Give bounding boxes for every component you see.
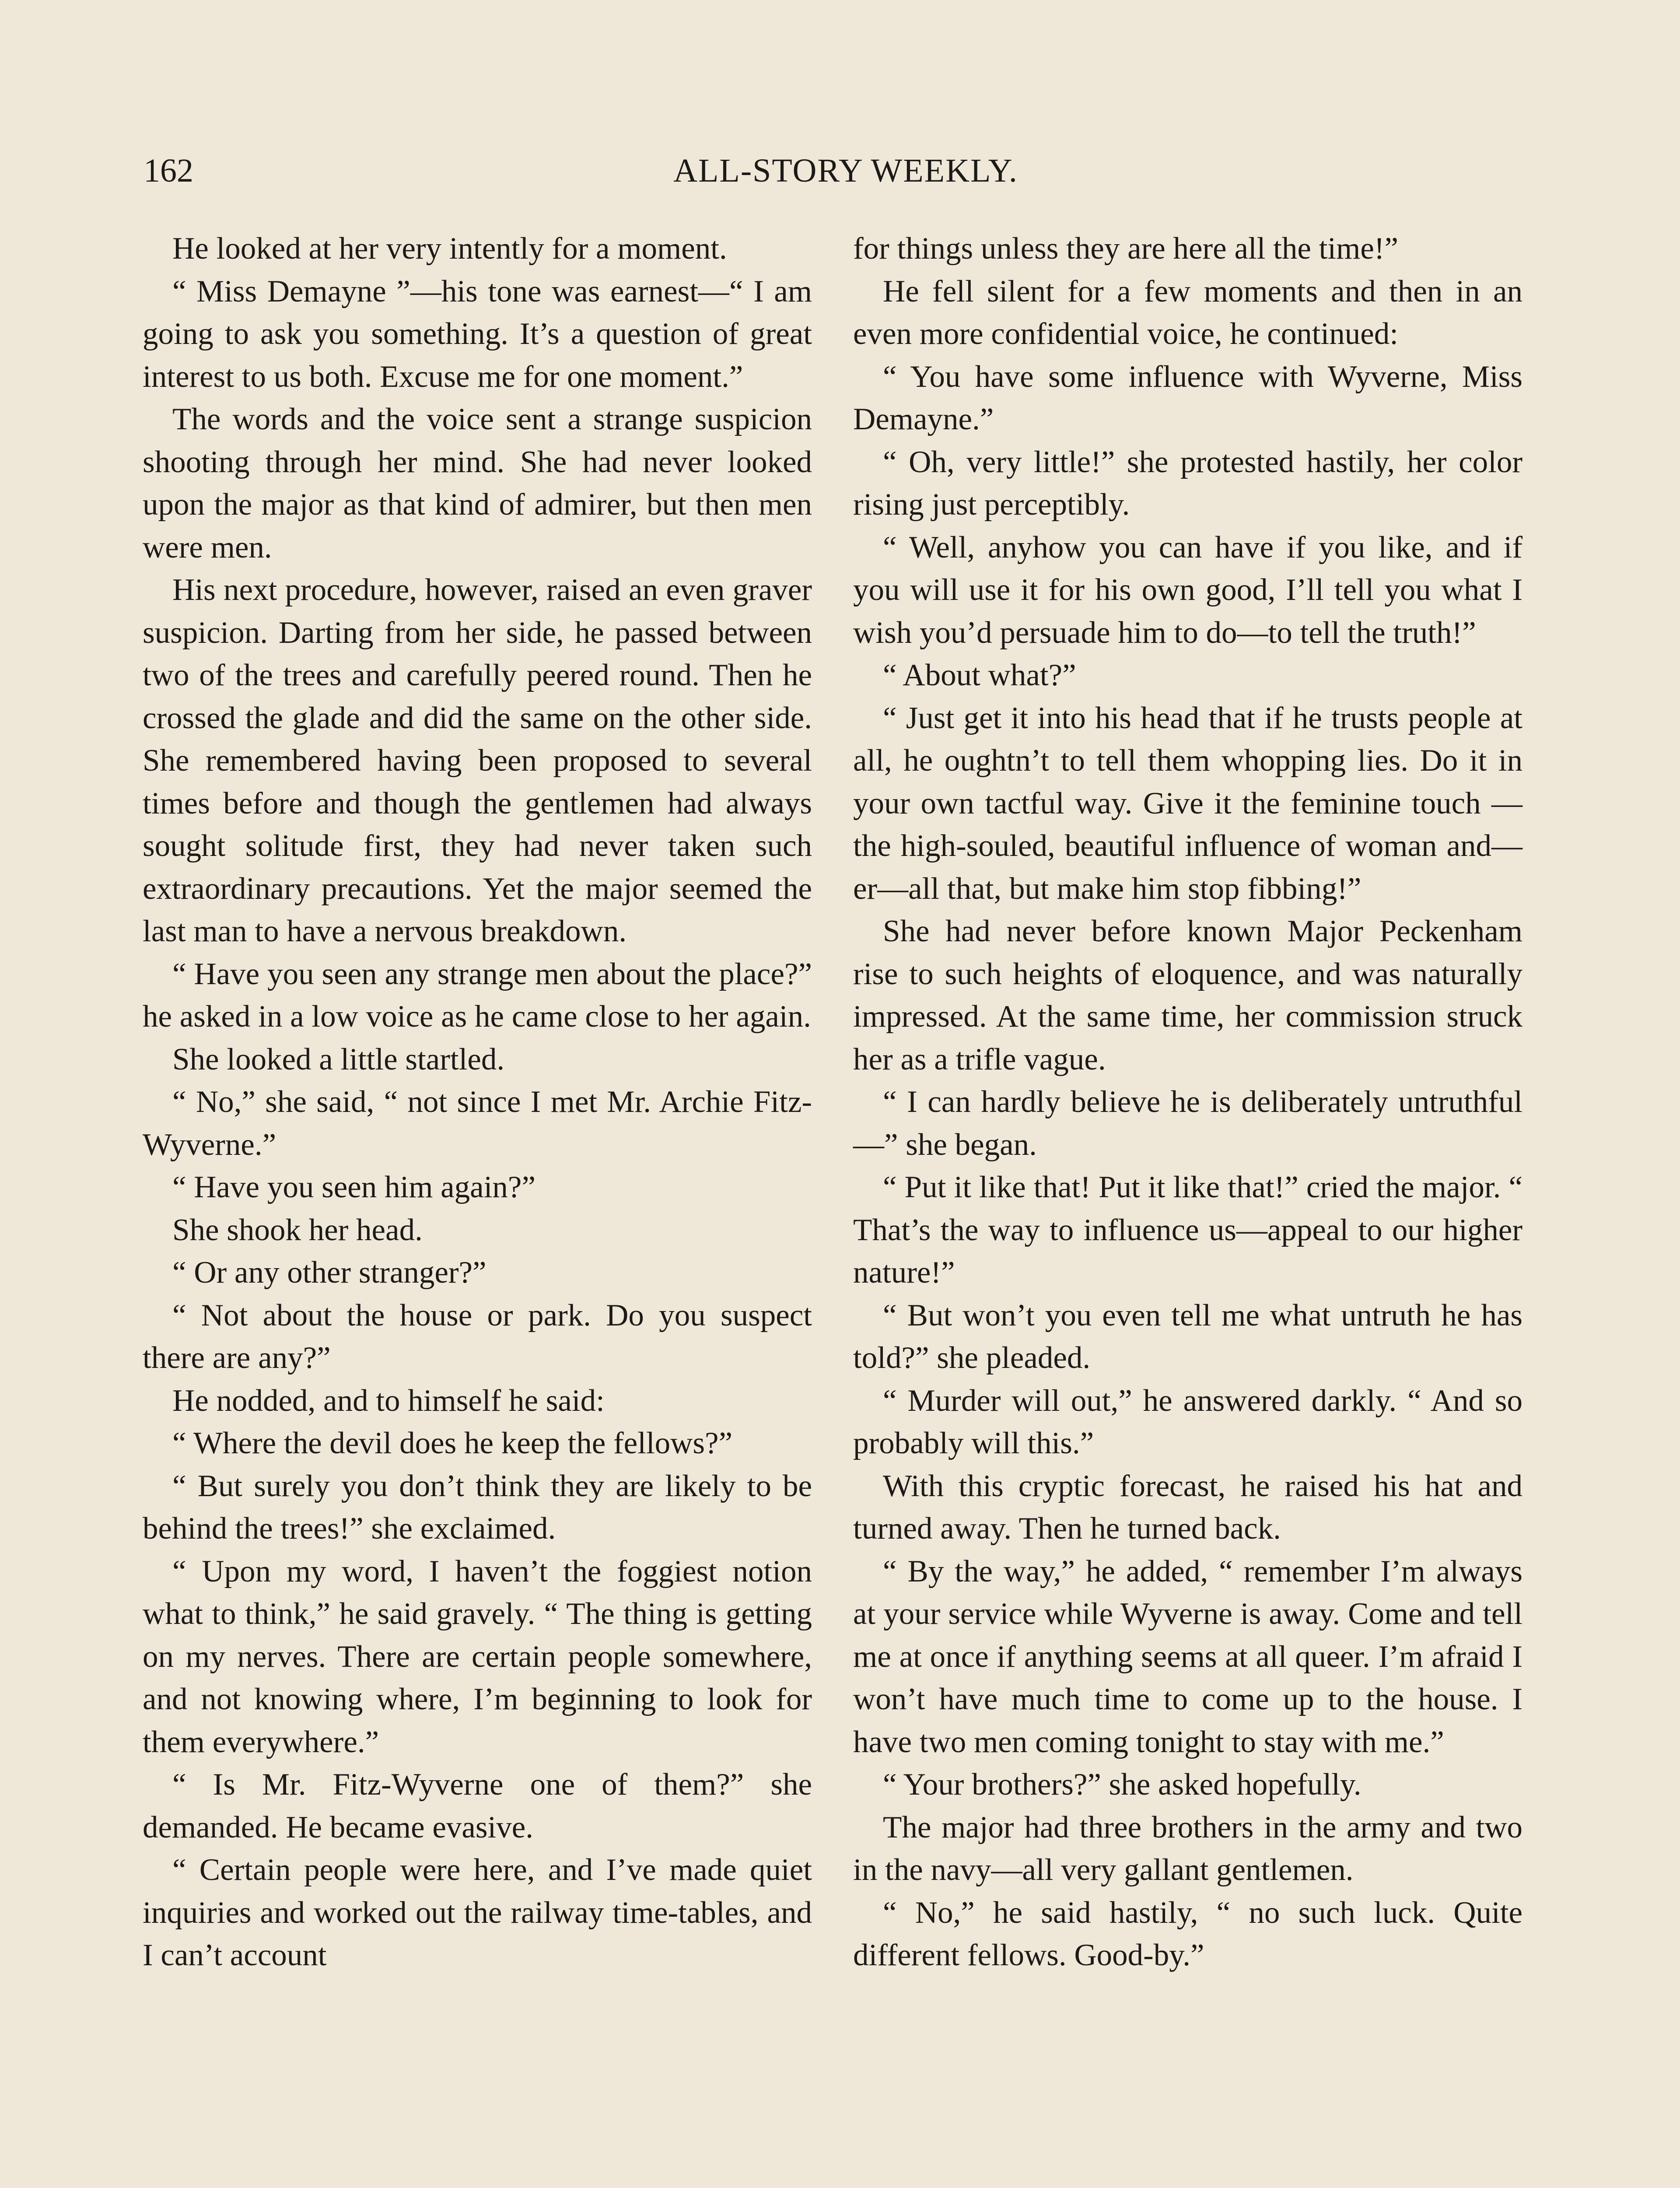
paragraph: His next procedure, however, raised an even graver suspicion. Darting from her side, he passed between two of the trees and carefully peered round. Then he crossed the glade and did the same on the other side. She remembered having been proposed to several times before and though the gentlemen had always sought solitude first, they had never taken such extraordinary precautions. Yet the major seemed the last man to have a nervous breakdown. [143,573,812,948]
page-header [144,144,1548,197]
paragraph: “ Is Mr. Fitz-Wyverne one of them?” she demanded. He became evasive. [143,1767,812,1844]
paragraph: “ Or any other stranger?” [172,1255,486,1290]
paragraph: “ Upon my word, I haven’t the foggiest notion what to think,” he said gravely. “ The thing is getting on my nerves. There are certain people somewhere, and not knowing where, I’m beginning to look for them everywhere.” [143,1554,812,1759]
paragraph: She had never before known Major Peckenham rise to such heights of eloquence, and was naturally impressed. At the same time, her commission struck her as a trifle vague. [853,914,1522,1076]
paragraph: “ By the way,” he added, “ remember I’m always at your service while Wyverne is away. Come and tell me at once if anything seems at all queer. I’m afraid I won’t have much time to come up to the house. I have two men coming tonight to stay with me.” [853,1554,1522,1759]
paragraph: He fell silent for a few moments and then in an even more confidential voice, he continued: [853,274,1522,351]
paragraph: “ About what?” [883,658,1076,692]
paragraph: “ Oh, very little!” she protested hastily, her color rising just perceptibly. [853,445,1522,522]
paragraph: “ Well, anyhow you can have if you like, and if you will use it for his own good, I’ll tell you what I wish you’d persuade him to do—to tell the truth!” [853,530,1522,650]
paragraph: “ But won’t you even tell me what untruth he has told?” she pleaded. [853,1298,1522,1375]
right-column [853,228,1522,1977]
paragraph: “ But surely you don’t think they are likely to be behind the trees!” she exclaimed. [143,1469,812,1546]
paragraph: “ Just get it into his head that if he trusts people at all, he oughtn’t to tell them whopping lies. Do it in your own tactful way. Give it the feminine touch —the high-souled, beautiful influence of woman and—er—all that, but make him stop fibbing!” [853,701,1522,906]
paragraph: The major had three brothers in the army and two in the navy—all very gallant gentlemen. [853,1810,1522,1887]
paragraph: With this cryptic forecast, he raised his hat and turned away. Then he turned back. [853,1469,1522,1546]
page-number: 162 [144,152,193,189]
paragraph: “ No,” he said hastily, “ no such luck. Quite different fellows. Good-by.” [853,1895,1522,1972]
paragraph: “ Certain people were here, and I’ve made quiet inquiries and worked out the railway time-tables, and I can’t account [143,1853,812,1972]
paragraph: “ Have you seen him again?” [172,1170,536,1204]
paragraph: He looked at her very intently for a moment. [172,231,727,266]
paragraph: She looked a little startled. [172,1042,505,1076]
paragraph: “ I can hardly believe he is deliberately untruthful—” she began. [853,1085,1522,1162]
paragraph: He nodded, and to himself he said: [172,1383,605,1418]
paragraph-continued: for things unless they are here all the time!” [853,231,1399,266]
paragraph: “ Murder will out,” he answered darkly. “ And so probably will this.” [853,1383,1522,1460]
paragraph: “ Your brothers?” she asked hopefully. [883,1767,1362,1802]
paragraph: “ Miss Demayne ”—his tone was earnest—“ I am going to ask you something. It’s a question of great interest to us both. Excuse me for one moment.” [143,274,812,394]
paragraph: “ No,” she said, “ not since I met Mr. Archie Fitz-Wyverne.” [143,1085,812,1162]
paragraph: “ Have you seen any strange men about the place?” he asked in a low voice as he came close to her again. [143,957,812,1034]
paragraph: She shook her head. [172,1213,423,1247]
left-column [143,228,812,1977]
paragraph: “ You have some influence with Wyverne, Miss Demayne.” [853,359,1522,436]
paragraph: “ Where the devil does he keep the fellows?” [172,1426,733,1460]
paragraph: “ Put it like that! Put it like that!” cried the major. “ That’s the way to influence us—appeal to our higher nature!” [853,1170,1522,1290]
paragraph: The words and the voice sent a strange suspicion shooting through her mind. She had never looked upon the major as that kind of admirer, but then men were men. [143,402,812,565]
running-title: ALL-STORY WEEKLY. [673,152,1018,189]
paragraph: “ Not about the house or park. Do you suspect there are any?” [143,1298,812,1375]
